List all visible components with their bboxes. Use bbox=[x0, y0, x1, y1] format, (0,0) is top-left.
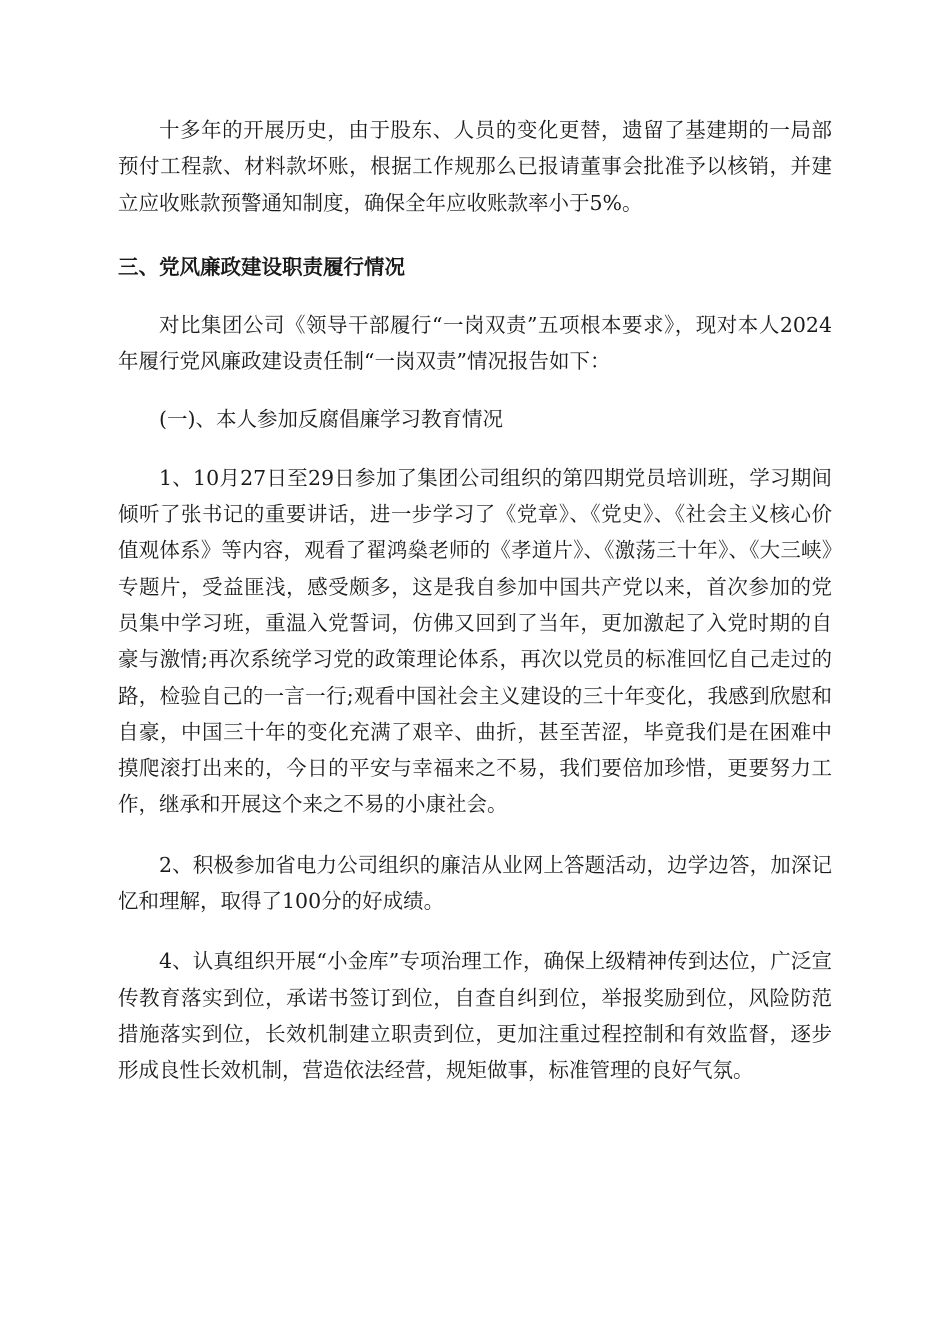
subheading-1: (一)、本人参加反腐倡廉学习教育情况 bbox=[159, 407, 503, 432]
list-item-1: 1、10月27日至29日参加了集团公司组织的第四期党员培训班，学习期间倾听了张书记的重要讲话，进一步学习了《党章》、《党史》、《社会主义核心价值观体系》等内容，观看了翟鸿燊老师的《孝道片》、《激荡三十年》、《大三峡》专题片，受益匪浅，感受颇多，这是我自参加中国共产党以来，首次参加的党员集中学习班，重温入党誓词，仿佛又回到了当年，更加激起了入党时期的自豪与激情;再次系统学习党的政策理论体系，再次以党员的标准回忆自己走过的路，检验自己的一言一行;观看中国社会主义建设的三十年变化，我感到欣慰和自豪，中国三十年的变化充满了艰辛、曲折，甚至苦涩，毕竟我们是在困难中摸爬滚打出来的，今日的平安与幸福来之不易，我们要倍加珍惜，更要努力工作，继承和开展这个来之不易的小康社会。 bbox=[118, 465, 832, 817]
document-page bbox=[118, 112, 832, 1089]
paragraph-report-intro: 对比集团公司《领导干部履行“一岗双责”五项根本要求》，现对本人2024年履行党风廉政建设责任制“一岗双责”情况报告如下： bbox=[118, 312, 832, 374]
paragraph-writeoff: 十多年的开展历史，由于股东、人员的变化更替，遗留了基建期的一局部预付工程款、材料款坏账，根据工作规那么已报请董事会批准予以核销，并建立应收账款预警通知制度，确保全年应收账款率小于5%。 bbox=[118, 118, 832, 215]
list-item-4: 4、认真组织开展“小金库”专项治理工作，确保上级精神传到达位，广泛宣传教育落实到位，承诺书签订到位，自查自纠到位，举报奖励到位，风险防范措施落实到位，长效机制建立职责到位，更加注重过程控制和有效监督，逐步形成良性长效机制，营造依法经营，规矩做事，标准管理的良好气氛。 bbox=[118, 949, 832, 1083]
section-heading-3: 三、党风廉政建设职责履行情况 bbox=[118, 254, 405, 279]
list-item-2: 2、积极参加省电力公司组织的廉洁从业网上答题活动，边学边答，加深记忆和理解，取得了100分的好成绩。 bbox=[118, 852, 832, 914]
